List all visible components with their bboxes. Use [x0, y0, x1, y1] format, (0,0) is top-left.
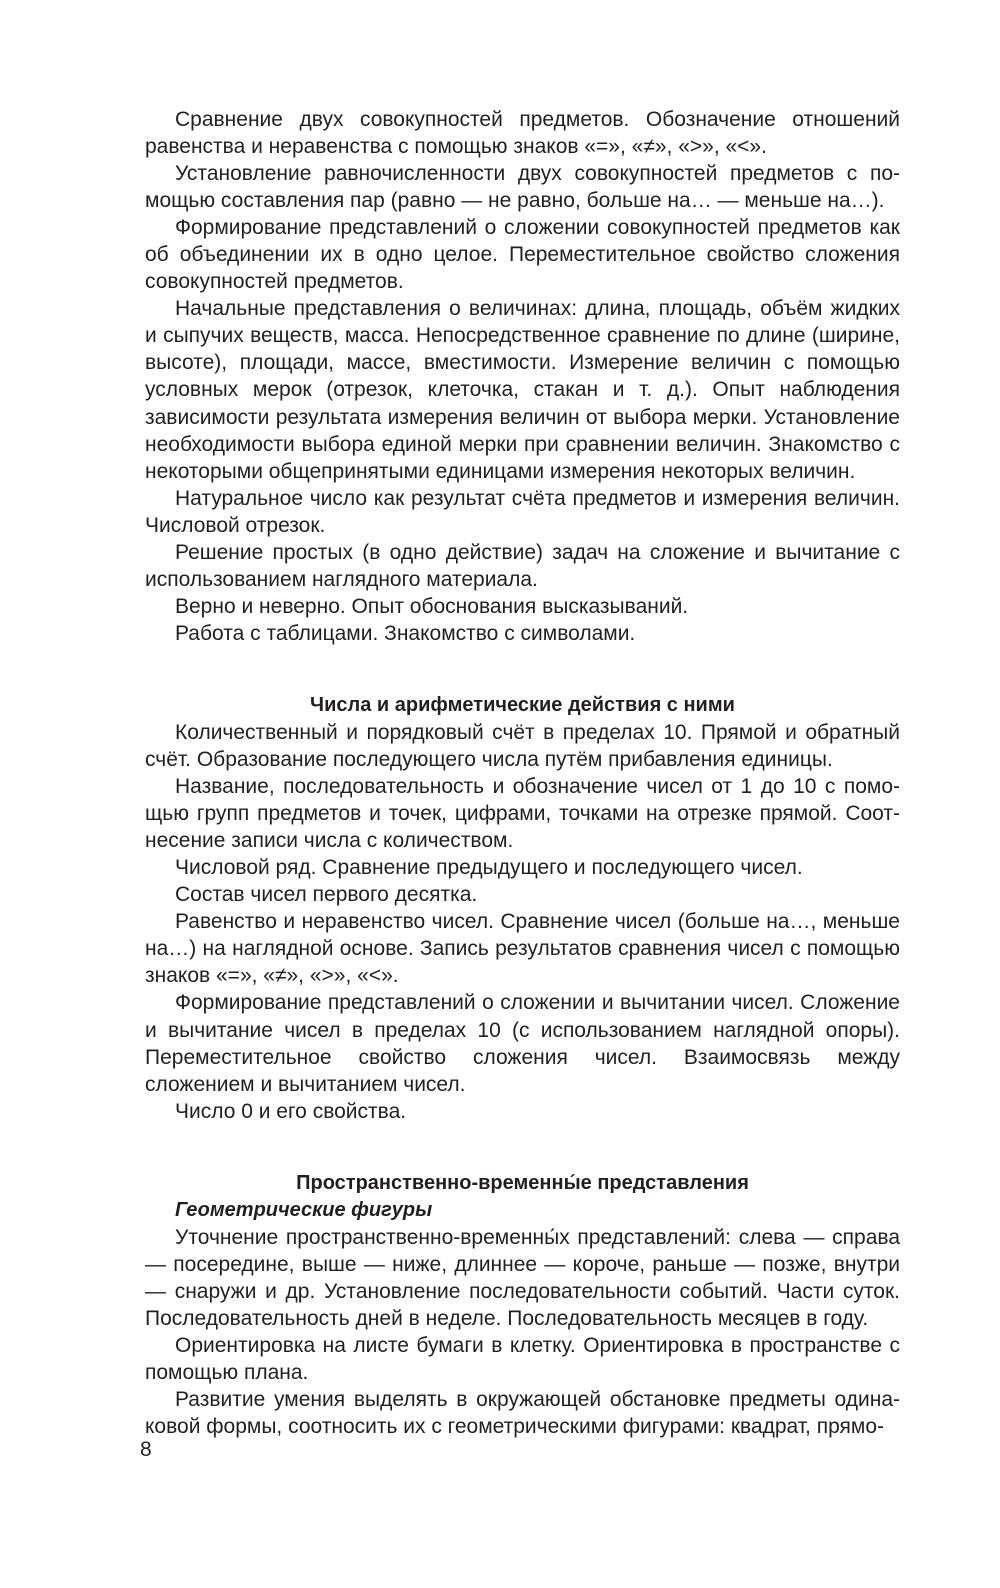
paragraph: Установление равночисленности двух совокупностей предметов с помощью составления пар (равно — не равно, больше на… — меньше на…).: [145, 162, 900, 213]
paragraph: Решение простых (в одно действие) задач на сложение и вычитание с использованием наглядного материала.: [145, 540, 900, 591]
paragraph: Количественный и порядковый счёт в пределах 10. Прямой и обратный счёт. Образование последующего числа путём прибавления единицы.: [145, 720, 900, 772]
subsection-title-geometry: Геометрические фигуры: [175, 1198, 433, 1221]
page-text: [145, 106, 900, 1440]
paragraph: Начальные представления о величинах: длина, площадь, объём жидких и сыпучих веществ, масса. Непосредственное сравнение по длине (ширине, высоте), площади, массе, вместимости. Измерение величин с помощью условных мерок (отрезок, клеточка, стакан и т. д.). Опыт наблюдения зависимости результата измерения величин от выбора мерки. Установление необходимости выбора единой мерки при сравнении величин. Знакомство с некоторыми общепринятыми единицами измерения некоторых величин.: [145, 297, 900, 483]
paragraph: Развитие умения выделять в окружающей обстановке предметы одинаковой формы, соотносить их с геометрическими фигурами: квадрат, прямо-: [145, 1388, 900, 1439]
section-title-space-time: Пространственно-временны́е представления: [296, 1171, 749, 1194]
paragraph: Название, последовательность и обозначение чисел от 1 до 10 с помощью групп предметов и точек, цифрами, точками на отрезке прямой. Соотнесение записи числа с количеством.: [145, 775, 900, 853]
paragraph: Сравнение двух совокупностей предметов. Обозначение отношений равенства и неравенства с помощью знаков «=», «≠», «>», «<».: [145, 108, 900, 159]
paragraph: Уточнение пространственно-временны́х представлений: слева — справа — посередине, выше — ниже, длиннее — короче, раньше — позже, внутри — снаружи и др. Установление последовательности событий. Части суток. Последовательность дней в неделе. Последовательность месяцев в году.: [145, 1225, 900, 1330]
paragraph: Формирование представлений о сложении и вычитании чисел. Сложение и вычитание чисел в пределах 10 (с использованием наглядной опоры). Переместительное свойство сложения чисел. Взаимосвязь между сложением и вычитанием чисел.: [145, 991, 900, 1096]
paragraph: Работа с таблицами. Знакомство с символами.: [175, 621, 636, 645]
paragraph: Равенство и неравенство чисел. Сравнение чисел (больше на…, меньше на…) на наглядной основе. Запись результатов сравнения чисел с помощью знаков «=», «≠», «>», «<».: [145, 910, 900, 988]
paragraph: Натуральное число как результат счёта предметов и измерения величин. Числовой отрезок.: [145, 486, 900, 537]
page-number: 8: [140, 1438, 152, 1461]
section-spacer: [145, 1125, 900, 1170]
paragraph: Ориентировка на листе бумаги в клетку. Ориентировка в пространстве с помощью плана.: [145, 1333, 900, 1385]
paragraph: Числовой ряд. Сравнение предыдущего и последующего чисел.: [175, 856, 803, 880]
paragraph: Формирование представлений о сложении совокупностей предметов как об объединении их в одно целое. Переместительное свойство сложения совокупностей предметов.: [145, 216, 900, 294]
section-spacer: [145, 647, 900, 692]
section-title-numbers: Числа и арифметические действия с ними: [310, 693, 735, 716]
paragraph: Число 0 и его свойства.: [175, 1099, 407, 1123]
paragraph: Верно и неверно. Опыт обоснования высказываний.: [175, 594, 689, 618]
paragraph: Состав чисел первого десятка.: [175, 883, 478, 907]
